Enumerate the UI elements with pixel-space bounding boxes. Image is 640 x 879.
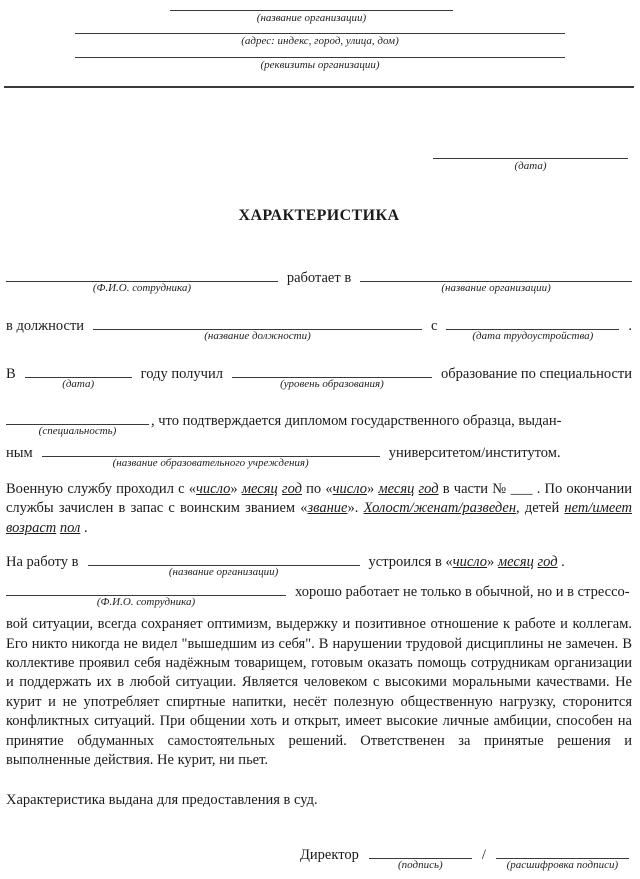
diploma-confirm-text: , что подтверждается дипломом государственного образца, выдан- xyxy=(151,413,562,429)
director-text: Директор xyxy=(300,847,359,864)
since-text: с xyxy=(430,318,438,334)
org-address-field xyxy=(75,33,565,47)
works-org-caption: (название организации) xyxy=(441,282,551,294)
hire-date-field xyxy=(446,324,619,342)
date-field xyxy=(433,158,628,172)
position-prefix-text: в должности xyxy=(6,318,85,334)
date-blank-line xyxy=(433,158,628,159)
org-address-blank-line xyxy=(75,33,565,34)
joined-date-text: устроился в «число» месяц год . xyxy=(368,554,565,571)
purpose-statement: Характеристика выдана для предоставления в суд. xyxy=(6,792,318,809)
education-year-field xyxy=(25,372,132,390)
employee-org-row xyxy=(6,269,632,294)
position-field xyxy=(93,324,422,342)
new-job-org-caption: (название организации) xyxy=(168,566,279,579)
character-description-paragraph: вой ситуации, всегда сохраняет оптимизм, выдержку и позитивное отношение к работе и коллегам. Его никто никогда не видел "вышедшим из себя". В нарушении трудовой дисциплины не замечен. В коллективе проявил себя надёжным товарищем, готовым оказать помощь сотрудникам организации и поддержать их в любой ситуации. Является человеком с высокими моральными качествами. Не курит и не употребляет спиртные напитки, несёт полезную общественную нагрузку, сторонится конфликтных ситуаций. При общении хоть и открыт, имеет высокие личные амбиции, способен на принятие обдуманных самостоятельных решений. Ответственен за принятые решения и выполненные действия. Не курит, ни пьет. xyxy=(6,616,632,769)
org-address-caption: (адрес: индекс, город, улица, дом) xyxy=(241,35,399,47)
hire-date-caption: (дата трудоустройства) xyxy=(472,330,594,342)
education-level-caption: (уровень образования) xyxy=(280,378,384,390)
signature-name-field xyxy=(496,853,629,872)
employee-fio-field xyxy=(6,276,278,294)
performance-fio-field xyxy=(6,590,286,609)
page-title: ХАРАКТЕРИСТИКА xyxy=(238,207,400,224)
institution-row xyxy=(6,444,632,469)
org-requisites-blank-line xyxy=(75,57,565,58)
signature-caption: (подпись) xyxy=(398,859,443,872)
performance-first-line-text: хорошо работает не только в обычной, но и в стрессо- xyxy=(295,584,630,601)
new-job-org-field xyxy=(88,560,360,579)
org-requisites-field xyxy=(75,57,565,71)
works-org-field xyxy=(360,276,632,294)
specialty-caption: (специальность) xyxy=(38,425,117,437)
org-name-caption: (название организации) xyxy=(256,12,367,24)
performance-fio-caption: (Ф.И.О. сотрудника) xyxy=(96,596,196,609)
institution-field xyxy=(42,451,380,469)
in-year-text: В xyxy=(6,366,16,382)
signature-name-caption: (расшифровка подписи) xyxy=(506,859,619,872)
education-year-caption: (дата) xyxy=(62,378,95,390)
new-job-prefix-text: На работу в xyxy=(6,554,79,571)
institution-caption: (название образовательного учреждения) xyxy=(112,457,309,469)
specialty-row xyxy=(6,412,632,437)
employee-fio-caption: (Ф.И.О. сотрудника) xyxy=(92,282,192,294)
specialty-field xyxy=(6,419,149,437)
position-caption: (название должности) xyxy=(204,330,311,342)
received-text: году получил xyxy=(140,366,223,382)
new-job-row xyxy=(6,553,632,579)
org-name-blank-line xyxy=(170,10,453,11)
employee-performance-row xyxy=(6,583,632,609)
education-level-field xyxy=(232,372,432,390)
org-requisites-caption: (реквизиты организации) xyxy=(260,59,380,71)
signature-field xyxy=(369,853,472,872)
sentence-dot: . xyxy=(628,318,632,334)
university-text: университетом/институтом. xyxy=(388,445,561,461)
slash-text: / xyxy=(481,847,486,864)
military-service-paragraph: Военную службу проходил с «число» месяц год по «число» месяц год в части № ___ . По окончании службы зачислен в запас с воинским званием «звание». Холост/женат/разведен, детей нет/имеет возраст пол . xyxy=(6,481,633,536)
education-row xyxy=(6,365,632,390)
header-divider-rule xyxy=(4,86,634,88)
date-caption: (дата) xyxy=(514,160,547,172)
signature-row xyxy=(300,846,632,872)
org-name-field xyxy=(170,10,453,24)
nym-text: ным xyxy=(6,445,33,461)
works-at-text: работает в xyxy=(286,270,352,286)
position-row xyxy=(6,317,632,342)
education-tail-text: образование по специальности xyxy=(441,366,632,382)
